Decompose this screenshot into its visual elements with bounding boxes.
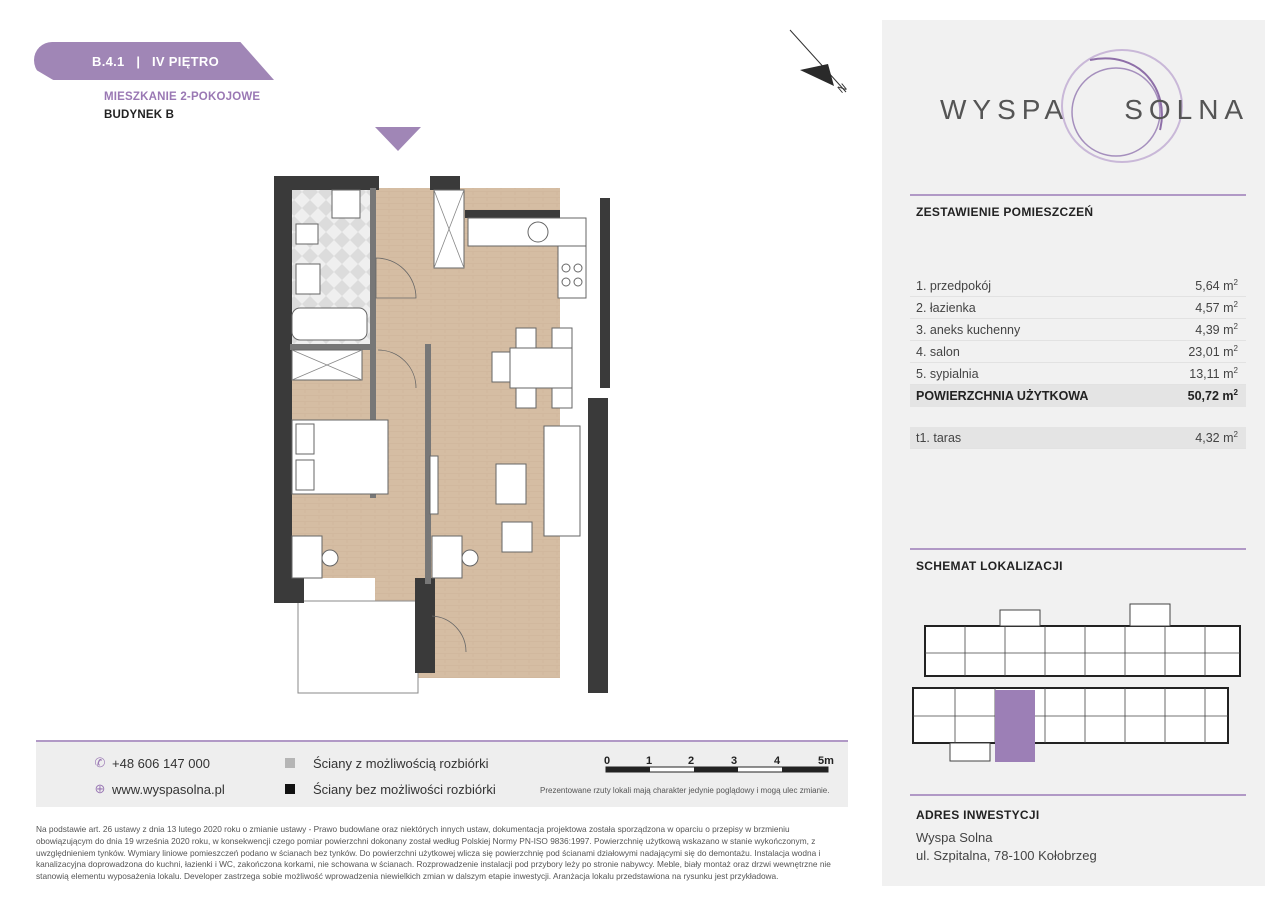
scale-label: 0 <box>604 755 611 767</box>
room-row: 2. łazienka 4,57 $m^2$ <box>910 297 1246 319</box>
scale-label: 3 <box>731 755 738 767</box>
north-label: N <box>835 81 850 96</box>
phone-icon: ✆ <box>94 755 106 770</box>
rooms-table <box>910 275 1246 407</box>
address-line1: Wyspa Solna <box>916 830 993 845</box>
plan-disclaimer: Prezentowane rzuty lokali mają charakter jedynie poglądowy i mogą ulec zmianie. <box>540 786 830 795</box>
address-section-title: ADRES INWESTYCJI <box>916 808 1040 822</box>
divider <box>910 794 1246 796</box>
terrace-row: t1. taras 4,32 $m^2$ <box>910 427 1246 449</box>
floor-plan <box>270 168 620 698</box>
north-arrow-icon <box>786 26 856 100</box>
room-row: 4. salon 23,01 $m^2$ <box>910 341 1246 363</box>
address-line2: ul. Szpitalna, 78-100 Kołobrzeg <box>916 848 1097 863</box>
scale-label: 1 <box>646 755 653 767</box>
apartment-type: MIESZKANIE 2-POKOJOWE <box>104 91 261 103</box>
divider <box>910 194 1246 196</box>
globe-icon: ⊕ <box>94 781 106 796</box>
unit-floor-label: B.4.1 | IV PIĘTRO <box>92 54 220 69</box>
scale-bar <box>600 752 845 776</box>
rooms-section-title: ZESTAWIENIE POMIESZCZEŃ <box>916 205 1094 219</box>
entrance-arrow-icon <box>375 127 421 151</box>
scale-label: 4 <box>774 755 781 767</box>
legend-structural: Ściany bez możliwości rozbiórki <box>313 782 496 797</box>
legend-demolishable: Ściany z możliwością rozbiórki <box>313 756 489 771</box>
legend-swatch-structural <box>285 784 295 794</box>
room-row: 5. sypialnia 13,11 $m^2$ <box>910 363 1246 385</box>
room-row: 1. przedpokój 5,64 $m^2$ <box>910 275 1246 297</box>
legend-swatch-demolishable <box>285 758 295 768</box>
scale-label: 5m <box>818 755 834 767</box>
scale-label: 2 <box>688 755 695 767</box>
location-section-title: SCHEMAT LOKALIZACJI <box>916 559 1063 573</box>
total-area-row: POWIERZCHNIA UŻYTKOWA 50,72 $m^2$ <box>910 385 1246 407</box>
location-site-plan <box>905 598 1250 770</box>
room-row: 3. aneks kuchenny 4,39 $m^2$ <box>910 319 1246 341</box>
legal-notice: Na podstawie art. 26 ustawy z dnia 13 lutego 2020 roku o zmianie ustawy - Prawo budowlane oraz niektórych innych ustaw, dokumentacja projektowa została sporządzona w oparciu o przepisy w brzmieniu obowiązującym do dnia 19 września 2020 roku, w konsekwencji czego pomiar powierzchni dokonany został według Polskiej Normy PN-ISO 9836:1997. Powierzchnię użytkową wskazano w stanie wykończonym, z uwzględnieniem tynków. Wymiary liniowe pomieszczeń podano w ścianach bez tynków. Do powierzchni użytkowej wlicza się powierzchnię pod ścianami działowymi nadającymi się do demontażu. Instalacja wodna i kanalizacyjna doprowadzona do kuchni, łazienki i WC, zakończona korkami, nie schowana w ścianach. Rozprowadzenie instalacji pod przybory leży po stronie nabywcy. Meble, biały montaż oraz drzwi wewnętrzne nie stanowią elementu wyposażenia lokalu. Developer zastrzega sobie możliwość wprowadzenia niewielkich zmian w dalszym etapie inwestycji. Aranżacja lokalu przedstawiona na rysunku jest przykładowa. <box>36 824 831 882</box>
building-label: BUDYNEK B <box>104 109 175 121</box>
website-link[interactable]: www.wyspasolna.pl <box>112 782 225 797</box>
logo-text: WYSPA SOLNA <box>940 94 1250 125</box>
phone-number[interactable]: +48 606 147 000 <box>112 756 210 771</box>
divider <box>910 548 1246 550</box>
